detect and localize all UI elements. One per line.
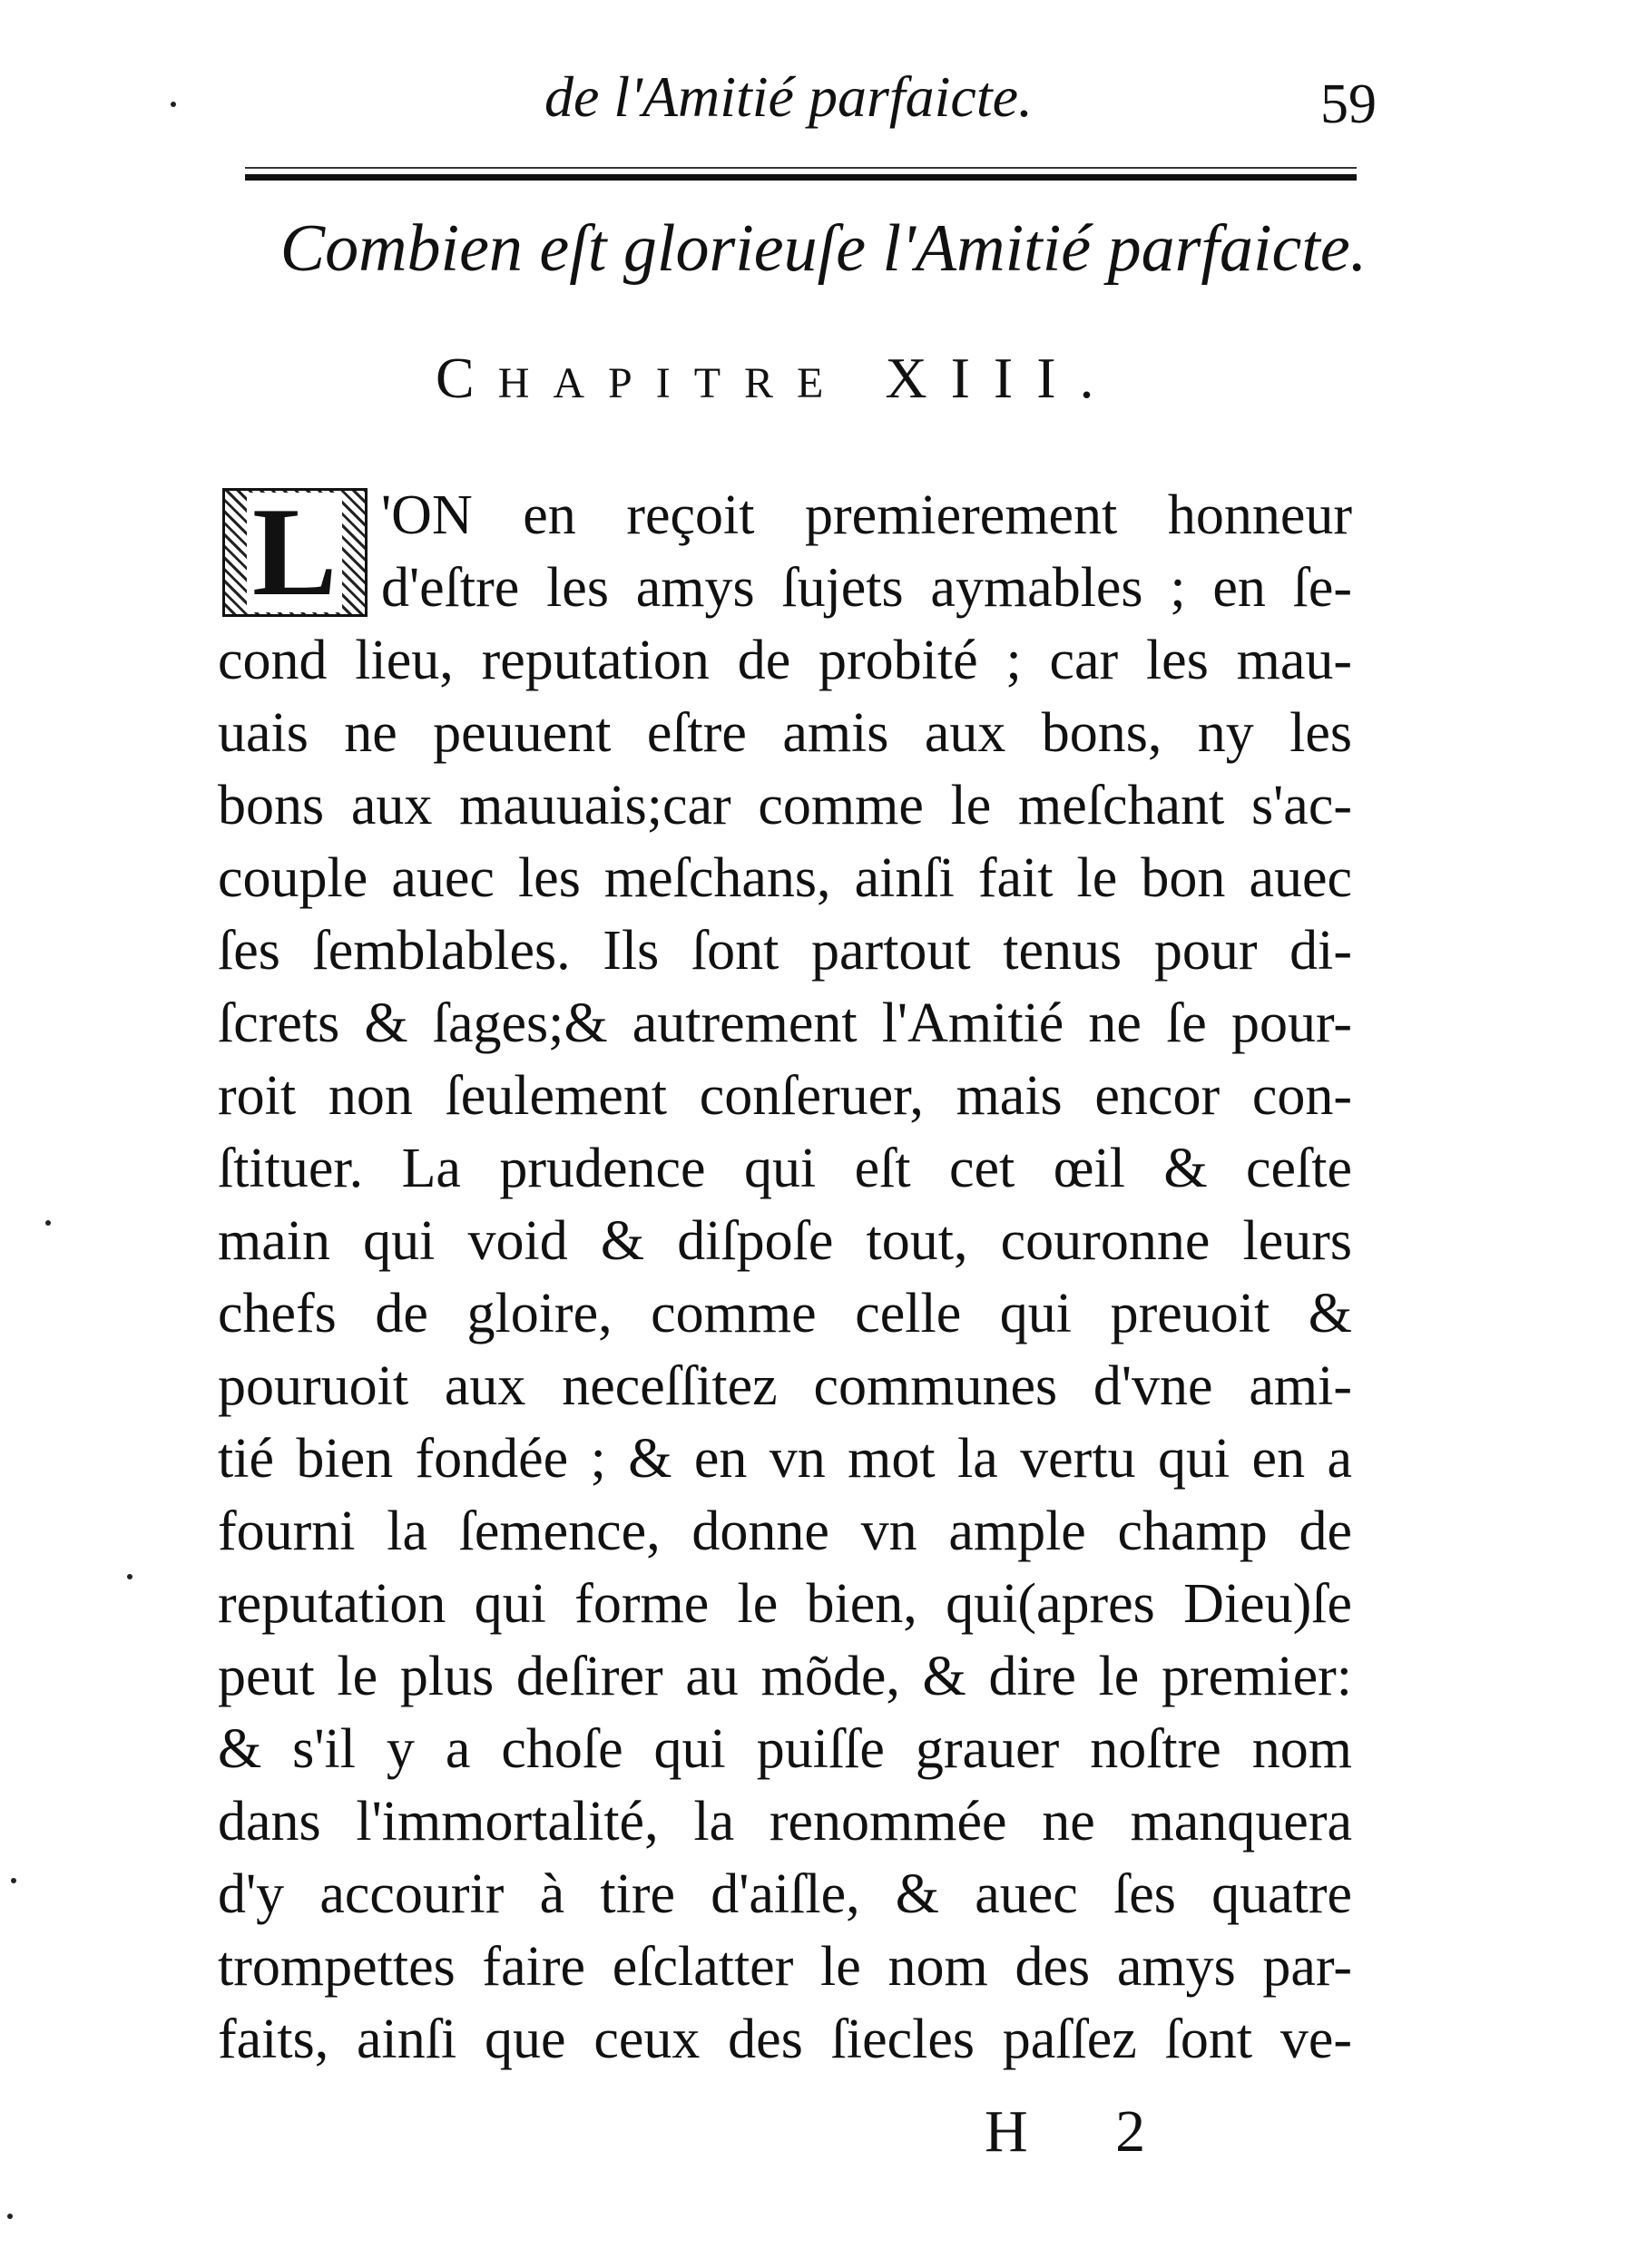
text-line: faits, ainſi que ceux des ſiecles paſſez ſont ve- <box>218 2009 1352 2070</box>
page-number: 59 <box>1320 73 1377 135</box>
text-line: ſtituer. La prudence qui eſt cet œil & ceſte <box>218 1138 1352 1199</box>
text-line: cond lieu, reputation de probité ; car les mau- <box>218 630 1352 691</box>
text-line: trompettes faire eſclatter le nom des amys par- <box>218 1936 1352 1998</box>
text-line: uais ne peuuent eſtre amis aux bons, ny les <box>218 702 1352 764</box>
text-line: ſes ſemblables. Ils ſont partout tenus pour di- <box>218 920 1352 982</box>
text-line: d'y accourir à tire d'aiſle, & auec ſes quatre <box>218 1863 1352 1925</box>
text-line: reputation qui forme le bien, qui(apres Dieu)ſe <box>218 1573 1352 1635</box>
margin-speck <box>171 102 176 107</box>
text-line: fourni la ſemence, donne vn ample champ de <box>218 1501 1352 1562</box>
margin-speck <box>45 1220 51 1226</box>
text-line: dans l'immortalité, la renommée ne manquera <box>218 1791 1352 1853</box>
section-title: Combien eſt glorieuſe l'Amitié parfaicte. <box>279 211 1368 286</box>
chapter-numeral: XIII. <box>885 346 1118 410</box>
margin-speck <box>127 1574 132 1579</box>
text-line: bons aux mauuais;car comme le meſchant s'ac- <box>218 775 1352 836</box>
chapter-heading <box>436 345 1118 412</box>
header-rule-thin <box>245 167 1357 169</box>
text-line: & s'il y a choſe qui puiſſe grauer noſtre nom <box>218 1718 1352 1780</box>
text-line: peut le plus deſirer au mõde, & dire le premier: <box>218 1646 1352 1707</box>
text-line: ſcrets & ſages;& autrement l'Amitié ne ſe pour- <box>218 992 1352 1054</box>
chapter-label-rest: HAPITRE <box>497 359 848 407</box>
body-text <box>218 479 1352 2076</box>
text-line: chefs de gloire, comme celle qui preuoit & <box>218 1283 1352 1344</box>
drop-cap-letter: L <box>247 493 342 612</box>
text-line: main qui void & diſpoſe tout, couronne leurs <box>218 1210 1352 1272</box>
running-head: de l'Amitié parfaicte. <box>544 64 1033 129</box>
text-line: roit non ſeulement conſeruer, mais encor con- <box>218 1065 1352 1127</box>
text-line: d'eſtre les amys ſujets aymables ; en ſe- <box>381 557 1352 619</box>
margin-speck <box>11 1878 16 1883</box>
text-line: pouruoit aux neceſſitez communes d'vne ami- <box>218 1355 1352 1417</box>
text-line: tié bien fondée ; & en vn mot la vertu qui en a <box>218 1428 1352 1490</box>
text-line: 'ON en reçoit premierement honneur <box>381 484 1352 546</box>
chapter-label-initial: C <box>436 346 498 410</box>
signature-mark: H 2 <box>985 2098 1182 2165</box>
margin-speck <box>7 2214 13 2219</box>
text-line: couple auec les meſchans, ainſi fait le bon auec <box>218 847 1352 909</box>
header-rule <box>245 174 1357 181</box>
